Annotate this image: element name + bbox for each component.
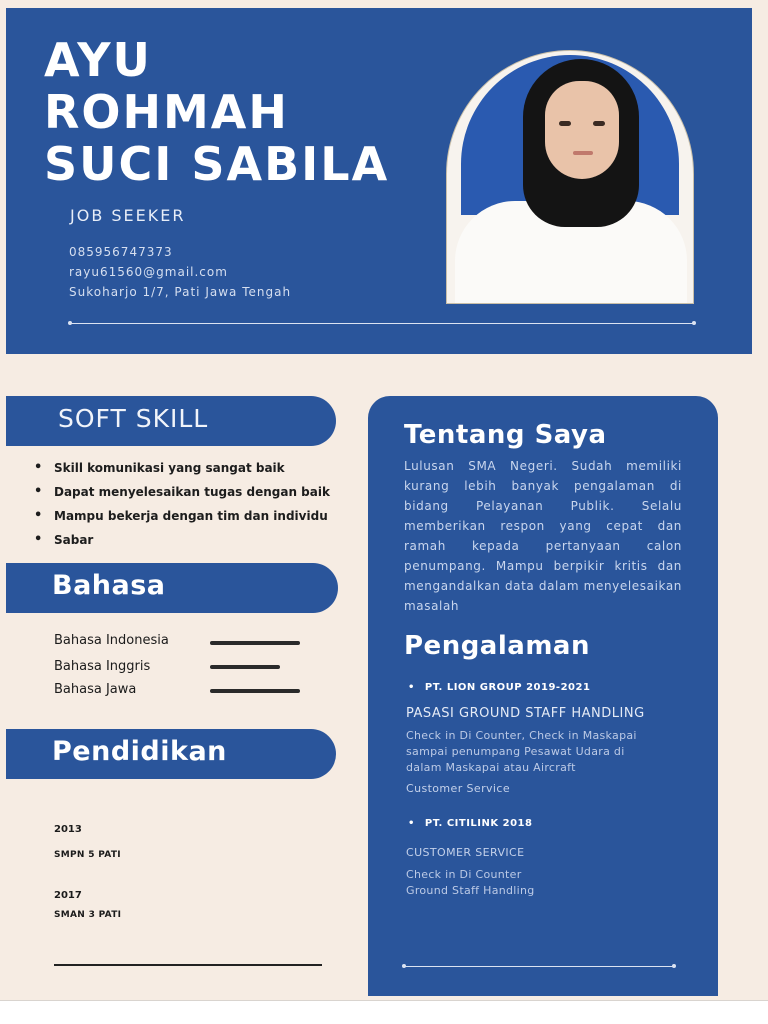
job-description: Check in Di Counter, Check in Maskapai sampai penumpang Pesawat Udara di dalam Maskapai atau Aircraft [406,729,637,774]
panel-divider [404,966,674,967]
job-description: Check in Di Counter Ground Staff Handling [406,868,535,897]
profile-photo [446,50,694,304]
language-level-bar [210,665,280,669]
header-divider [70,323,694,324]
education-year: 2017 [54,890,82,901]
list-item: • Sabar [34,532,330,552]
home-address: Sukoharjo 1/7, Pati Jawa Tengah [69,285,292,299]
job-role: JOB SEEKER [70,206,186,225]
job-subtitle: Customer Service [406,782,510,795]
name-line-1: AYU [44,33,152,87]
soft-skill-heading-pill [6,396,336,446]
name-line-2: ROHMAH [44,85,289,139]
education-year: 2013 [54,824,82,835]
list-item: • Mampu bekerja dengan tim dan individu [34,508,330,532]
job-title: CUSTOMER SERVICE [406,846,525,859]
right-panel [368,396,718,996]
pengalaman-heading: Pengalaman [404,631,590,661]
job-company: • PT. LION GROUP 2019-2021 [408,682,590,693]
soft-skill-list [34,460,330,552]
name-line-3: SUCI SABILA [44,137,390,191]
tentang-heading: Tentang Saya [404,420,607,450]
tentang-text: Lulusan SMA Negeri. Sudah memiliki kurang lebih banyak pengalaman di bidang Pelayanan Publik. Selalu memberikan respon yang cepat dan ramah kepada pertanyaan calon penumpang. Mampu berpikir kritis dan mengandalkan data dalam menyelesaikan masalah [404,459,682,613]
scan-margin [0,1000,768,1024]
education-school: SMPN 5 PATI [54,850,121,860]
language-level-bar [210,641,300,645]
education-school: SMAN 3 PATI [54,910,122,920]
language-label-indonesia: Bahasa Indonesia [54,633,169,648]
phone-number: 085956747373 [69,245,173,259]
job-title: PASASI GROUND STAFF HANDLING [406,706,645,721]
bahasa-heading-pill [6,563,338,613]
email-address: rayu61560@gmail.com [69,265,228,279]
list-item: • Dapat menyelesaikan tugas dengan baik [34,484,330,508]
language-label-inggris: Bahasa Inggris [54,659,151,674]
pendidikan-heading-pill [6,729,336,779]
full-name [44,34,444,190]
pendidikan-heading: Pendidikan [52,736,227,767]
job-company: • PT. CITILINK 2018 [408,818,532,829]
soft-skill-heading: SOFT SKILL [58,404,209,433]
header-band [6,8,752,354]
contact-block [69,242,291,302]
bahasa-heading: Bahasa [52,570,166,601]
language-label-jawa: Bahasa Jawa [54,682,137,697]
list-item: • Skill komunikasi yang sangat baik [34,460,330,484]
language-level-bar [210,689,300,693]
left-divider [54,964,322,966]
